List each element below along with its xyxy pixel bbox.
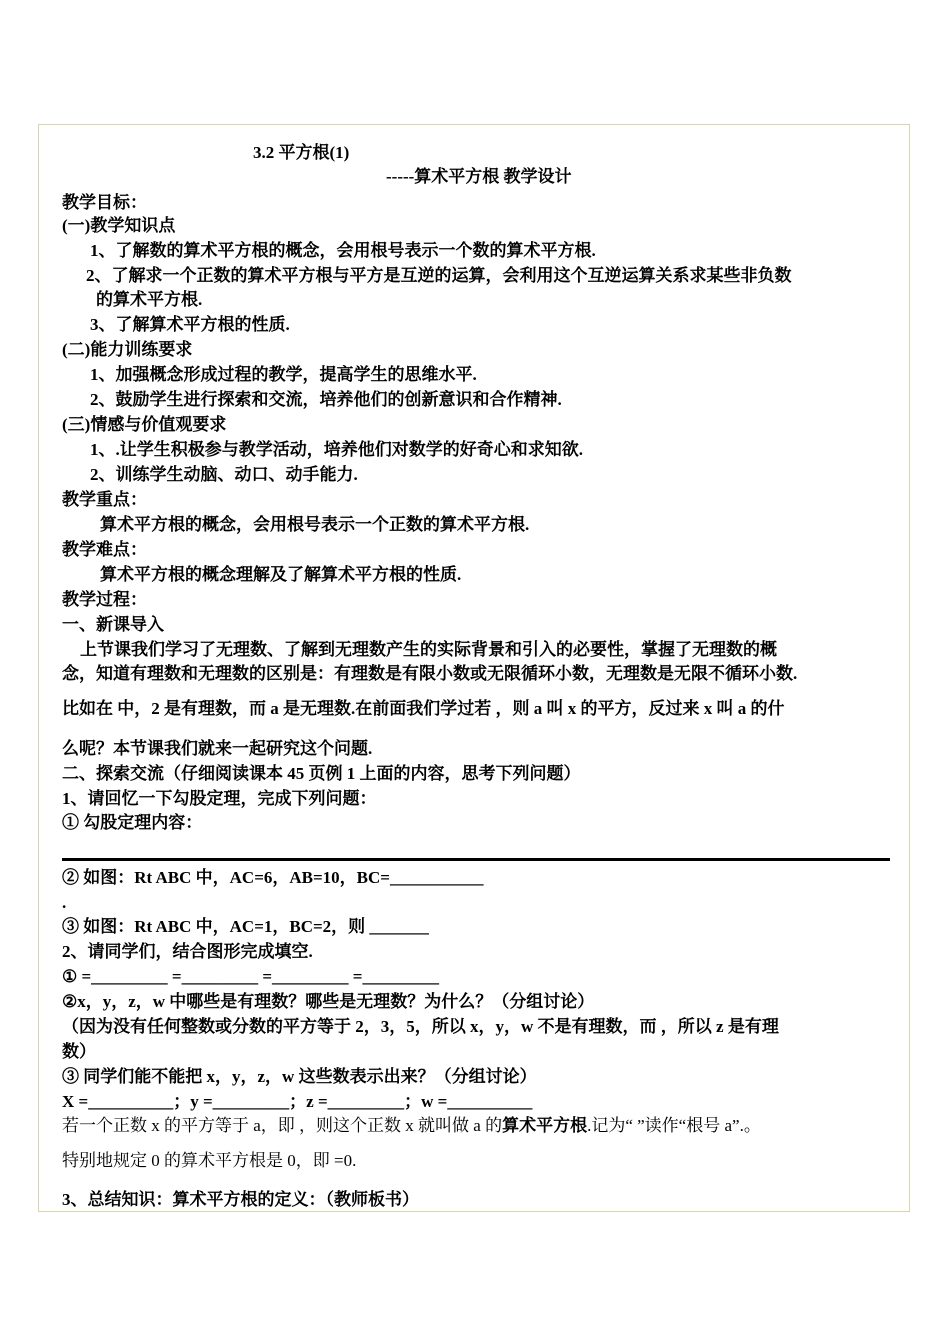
emotion-heading: (三)情感与价值观要求 bbox=[62, 415, 227, 434]
ability-item: 1、加强概念形成过程的教学，提高学生的思维水平. bbox=[90, 365, 477, 384]
question-2a: ① =_________ =_________ =_________ =_________ bbox=[62, 967, 439, 986]
document-title: 3.2 平方根(1) bbox=[253, 143, 350, 162]
question-1c: ③ 如图：Rt ABC 中，AC=1，BC=2，则 _______ bbox=[62, 917, 429, 936]
question-3: 3、总结知识：算术平方根的定义：（教师板书） bbox=[62, 1190, 419, 1209]
question-2e: X =__________；y =_________；z =_________；w =__________ bbox=[62, 1092, 533, 1111]
definition-suffix: .记为“ ”读作“根号 a”.。 bbox=[587, 1116, 761, 1135]
question-2b: ②x，y，z，w 中哪些是有理数？哪些是无理数？为什么？（分组讨论） bbox=[62, 992, 595, 1011]
knowledge-item: 3、了解算术平方根的性质. bbox=[90, 315, 290, 334]
ability-heading: (二)能力训练要求 bbox=[62, 340, 193, 359]
question-2c-continued: 数） bbox=[62, 1042, 96, 1061]
question-1: 1、请回忆一下勾股定理，完成下列问题： bbox=[62, 789, 377, 808]
objectives-heading: 教学目标： bbox=[62, 193, 147, 212]
emotion-item: 1、.让学生积极参与教学活动，培养他们对数学的好奇心和求知欲. bbox=[90, 440, 583, 459]
knowledge-item: 2、了解求一个正数的算术平方根与平方是互逆的运算，会利用这个互逆运算关系求某些非负数 bbox=[86, 266, 792, 285]
process-heading: 教学过程： bbox=[62, 590, 147, 609]
intro-paragraph-line: 比如在 中，2 是有理数，而 a 是无理数.在前面我们学过若 ，则 a 叫 x 的平方，反过来 x 叫 a 的什 bbox=[62, 699, 785, 718]
intro-paragraph-line: 么呢？本节课我们就来一起研究这个问题. bbox=[62, 739, 373, 758]
explore-heading: 二、探索交流（仔细阅读课本 45 页例 1 上面的内容，思考下列问题） bbox=[62, 764, 581, 783]
definition-prefix: 若一个正数 x 的平方等于 a，即 ，则这个正数 x 就叫做 a 的 bbox=[62, 1116, 503, 1135]
difficulty-text: 算术平方根的概念理解及了解算术平方根的性质. bbox=[100, 565, 462, 584]
difficulty-heading: 教学难点： bbox=[62, 540, 147, 559]
intro-paragraph-line: 上节课我们学习了无理数、了解到无理数产生的实际背景和引入的必要性，掌握了无理数的概 bbox=[80, 640, 777, 659]
ability-item: 2、鼓励学生进行探索和交流，培养他们的创新意识和合作精神. bbox=[90, 390, 562, 409]
document-subtitle: -----算术平方根 教学设计 bbox=[386, 167, 572, 186]
answer-rule-line bbox=[62, 858, 890, 861]
knowledge-heading: (一)教学知识点 bbox=[62, 216, 176, 235]
knowledge-item-continued: 的算术平方根. bbox=[96, 290, 203, 309]
intro-paragraph-line: 念，知道有理数和无理数的区别是：有理数是有限小数或无限循环小数，无理数是无限不循环小数. bbox=[62, 664, 798, 683]
intro-heading: 一、新课导入 bbox=[62, 615, 164, 634]
question-2c: （因为没有任何整数或分数的平方等于 2，3，5，所以 x，y，w 不是有理数，而 ，所以 z 是有理 bbox=[62, 1017, 779, 1036]
special-rule: 特别地规定 0 的算术平方根是 0，即 =0. bbox=[62, 1151, 357, 1170]
key-point-text: 算术平方根的概念，会用根号表示一个正数的算术平方根. bbox=[100, 515, 530, 534]
knowledge-item: 1、了解数的算术平方根的概念，会用根号表示一个数的算术平方根. bbox=[90, 241, 596, 260]
question-1b: ② 如图：Rt ABC 中，AC=6，AB=10，BC=___________ bbox=[62, 868, 484, 887]
definition-term: 算术平方根 bbox=[502, 1116, 588, 1135]
question-2d: ③ 同学们能不能把 x，y，z，w 这些数表示出来？（分组讨论） bbox=[62, 1067, 537, 1086]
emotion-item: 2、训练学生动脑、动口、动手能力. bbox=[90, 465, 358, 484]
question-2: 2、请同学们，结合图形完成填空. bbox=[62, 942, 313, 961]
key-point-heading: 教学重点： bbox=[62, 490, 147, 509]
definition-sentence bbox=[62, 1115, 761, 1137]
question-1a: ① 勾股定理内容： bbox=[62, 813, 203, 832]
period-mark: . bbox=[62, 893, 67, 912]
